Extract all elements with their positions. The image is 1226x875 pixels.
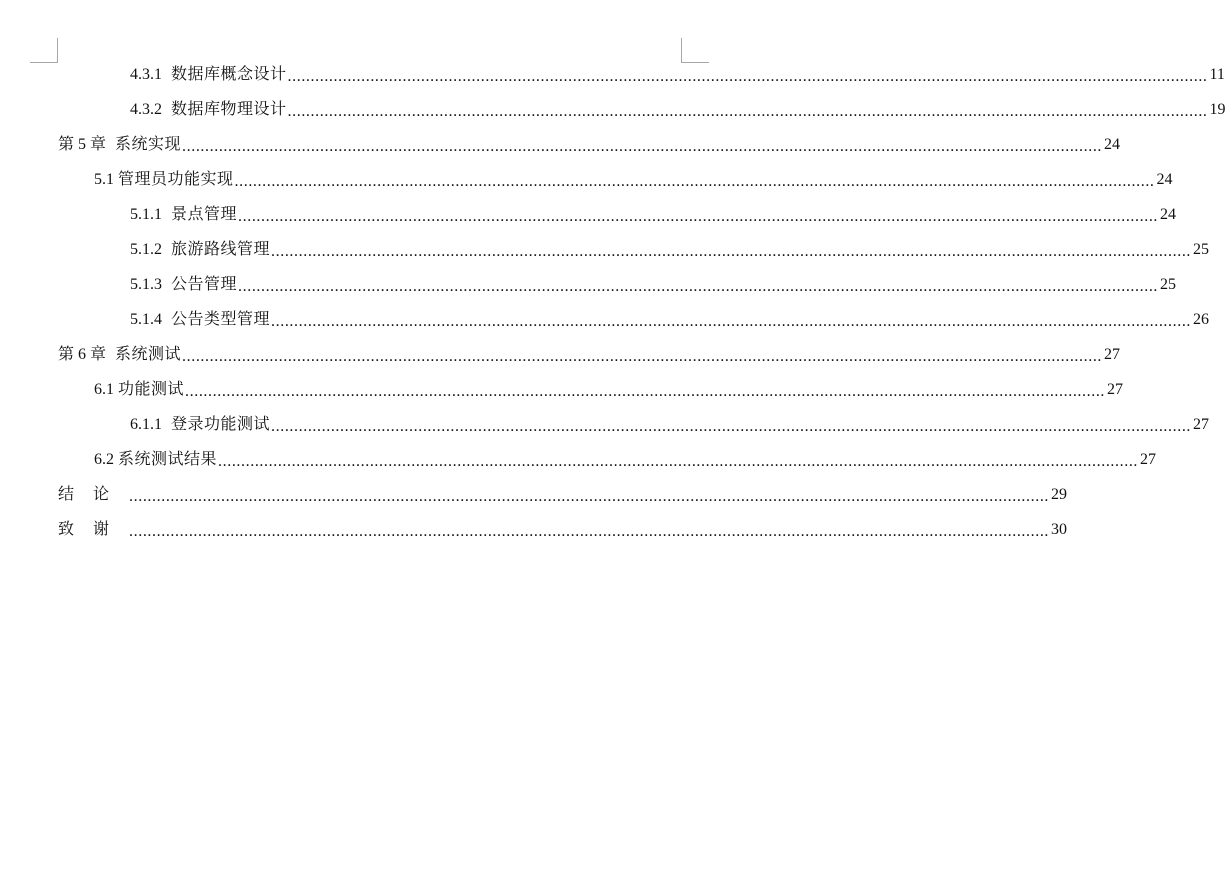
toc-entry-number: 第 5 章 [58, 135, 107, 153]
toc-entry-title: 系统测试 [115, 345, 182, 363]
toc-entry[interactable] [58, 127, 1121, 162]
toc-entry-page: 27 [1107, 380, 1124, 398]
toc-entry-page: 24 [1104, 135, 1121, 153]
toc-entry-number: 5.1.1 [130, 205, 162, 223]
toc-leader-dots: ........................................................................................................................................................................................................ [129, 522, 1050, 540]
toc-leader-dots: ........................................................................................................................................................................................................ [271, 312, 1192, 330]
toc-leader-dots: ........................................................................................................................................................................................................ [234, 172, 1155, 190]
toc-entry-title: 管理员功能实现 [118, 170, 234, 188]
toc-leader-dots: ........................................................................................................................................................................................................ [182, 347, 1103, 365]
toc-entry-number: 6.1 [94, 380, 114, 398]
toc-entry-title: 结论 [58, 485, 129, 503]
toc-entry-number: 4.3.1 [130, 65, 162, 83]
toc-entry[interactable] [58, 337, 1121, 372]
toc-entry[interactable] [94, 442, 1157, 477]
toc-entry-page: 30 [1051, 520, 1068, 538]
toc-entry-page: 19 [1209, 100, 1226, 118]
toc-entry-page: 24 [1156, 170, 1173, 188]
toc-entry[interactable] [130, 267, 1177, 302]
toc-entry-title: 数据库概念设计 [171, 65, 287, 83]
toc-entry-title: 数据库物理设计 [171, 100, 287, 118]
toc-entry-title: 景点管理 [171, 205, 238, 223]
toc-entry-number: 5.1.2 [130, 240, 162, 258]
toc-entry-page: 25 [1160, 275, 1177, 293]
toc-entry-title: 致谢 [58, 520, 129, 538]
toc-entry[interactable] [130, 92, 1226, 127]
toc-entry-page: 24 [1160, 205, 1177, 223]
toc-entry-number: 6.1.1 [130, 415, 162, 433]
toc-entry-number: 4.3.2 [130, 100, 162, 118]
toc-entry[interactable] [58, 512, 1068, 547]
toc-leader-dots: ........................................................................................................................................................................................................ [218, 452, 1139, 470]
toc-entry-number: 6.2 [94, 450, 114, 468]
toc-leader-dots: ........................................................................................................................................................................................................ [185, 382, 1106, 400]
toc-entry-number: 第 6 章 [58, 345, 107, 363]
toc-entry-page: 11 [1209, 65, 1225, 83]
toc-leader-dots: ........................................................................................................................................................................................................ [238, 207, 1159, 225]
toc-entry-title: 旅游路线管理 [171, 240, 271, 258]
page-corner-mark-top-left [30, 38, 58, 63]
toc-entry-page: 29 [1051, 485, 1068, 503]
toc-entry-page: 27 [1104, 345, 1121, 363]
toc-entry[interactable] [94, 372, 1124, 407]
toc-entry-title: 系统测试结果 [118, 450, 218, 468]
toc-entry-number: 5.1 [94, 170, 114, 188]
toc-leader-dots: ........................................................................................................................................................................................................ [287, 67, 1208, 85]
toc-entry[interactable] [130, 197, 1177, 232]
toc-entry[interactable] [94, 162, 1173, 197]
toc-entry[interactable] [130, 232, 1210, 267]
page-corner-mark-top-right [681, 38, 709, 63]
toc-leader-dots: ........................................................................................................................................................................................................ [238, 277, 1159, 295]
toc-entry-number: 5.1.4 [130, 310, 162, 328]
toc-entry-page: 27 [1193, 415, 1210, 433]
toc-entry[interactable] [130, 407, 1210, 442]
toc-leader-dots: ........................................................................................................................................................................................................ [287, 102, 1208, 120]
toc-leader-dots: ........................................................................................................................................................................................................ [182, 137, 1103, 155]
toc-entry[interactable] [58, 477, 1068, 512]
toc-leader-dots: ........................................................................................................................................................................................................ [271, 242, 1192, 260]
toc-entry-page: 27 [1140, 450, 1157, 468]
toc-entry-title: 公告类型管理 [171, 310, 271, 328]
toc-entry[interactable] [130, 302, 1210, 337]
toc-entry-title: 公告管理 [171, 275, 238, 293]
toc-entry-title: 系统实现 [115, 135, 182, 153]
toc-entry-number: 5.1.3 [130, 275, 162, 293]
toc-entry-title: 登录功能测试 [171, 415, 271, 433]
toc-entry-title: 功能测试 [118, 380, 185, 398]
toc-entry[interactable] [130, 57, 1225, 92]
toc-leader-dots: ........................................................................................................................................................................................................ [129, 487, 1050, 505]
toc-entry-page: 25 [1193, 240, 1210, 258]
toc-leader-dots: ........................................................................................................................................................................................................ [271, 417, 1192, 435]
toc-entry-page: 26 [1193, 310, 1210, 328]
